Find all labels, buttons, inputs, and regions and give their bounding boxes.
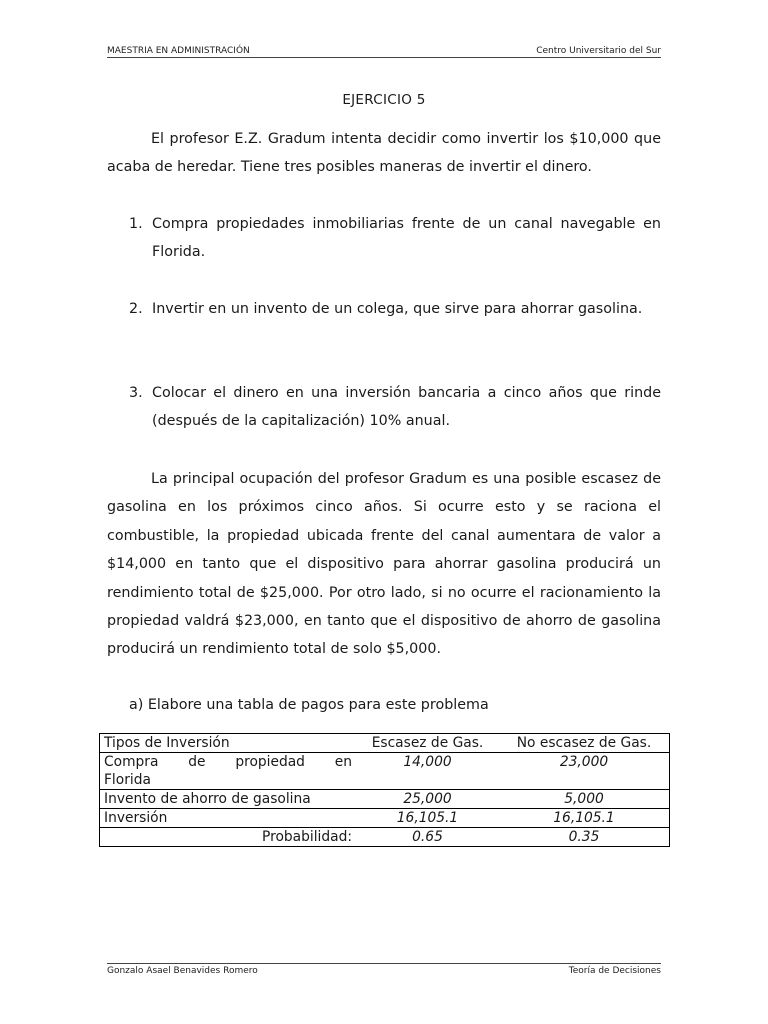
option-text: Compra propiedades inmobiliarias frente de un canal navegable en Florida. [152,216,661,261]
option-number: 1. [129,216,143,232]
table-row-label: Inversión [100,809,357,828]
header-left: MAESTRIA EN ADMINISTRACIÓN [107,46,250,56]
footer-left: Gonzalo Asael Benavides Romero [107,966,258,976]
table-row [100,790,670,809]
table-cell-value: 14,000 [356,753,499,790]
payoff-table [99,733,670,847]
table-header-cell: Escasez de Gas. [356,734,499,753]
option-number: 3. [129,385,143,401]
table-row [100,753,670,790]
table-cell-value: 5,000 [499,790,670,809]
option-text: Invertir en un invento de un colega, que sirve para ahorrar gasolina. [152,301,643,317]
table-row [100,809,670,828]
table-cell-value: 23,000 [499,753,670,790]
label-line: Compra de propiedad en [104,754,352,770]
body-paragraph: La principal ocupación del profesor Gradum es una posible escasez de gasolina en los próximos cinco años. Si ocurre esto y se raciona el combustible, la propiedad ubicada frente del canal aumentara de valor a $14,000 en tanto que el dispositivo para ahorrar gasolina producirá un rendimiento total de $25,000. Por otro lado, si no ocurre el racionamiento la propiedad valdrá $23,000, en tanto que el dispositivo de ahorro de gasolina producirá un rendimiento total de solo $5,000. [107,471,661,658]
probability-row [100,828,670,847]
footer-right: Teoría de Decisiones [568,966,661,976]
table-cell-value: 25,000 [356,790,499,809]
table-header-cell: Tipos de Inversión [100,734,357,753]
label-line: Florida [104,772,151,788]
page-header [107,46,661,58]
probability-value: 0.35 [499,828,670,847]
probability-label: Probabilidad: [100,828,357,847]
option-number: 2. [129,301,143,317]
table-cell-value: 16,105.1 [356,809,499,828]
option-item-2 [129,295,661,323]
table-header-row [100,734,670,753]
option-text: Colocar el dinero en una inversión bancaria a cinco años que rinde (después de la capitalización) 10% anual. [152,385,661,430]
exercise-title: EJERCICIO 5 [342,92,426,108]
table-row-label [100,753,357,790]
table-header-cell: No escasez de Gas. [499,734,670,753]
table-row-label: Invento de ahorro de gasolina [100,790,357,809]
option-item-1 [129,210,661,267]
option-item-3 [129,379,661,436]
probability-value: 0.65 [356,828,499,847]
intro-paragraph: El profesor E.Z. Gradum intenta decidir como invertir los $10,000 que acaba de heredar. Tiene tres posibles maneras de invertir el dinero. [107,131,661,176]
question-a: a) Elabore una tabla de pagos para este problema [129,697,489,713]
table-cell-value: 16,105.1 [499,809,670,828]
header-right: Centro Universitario del Sur [536,46,661,56]
page-footer [107,963,661,976]
